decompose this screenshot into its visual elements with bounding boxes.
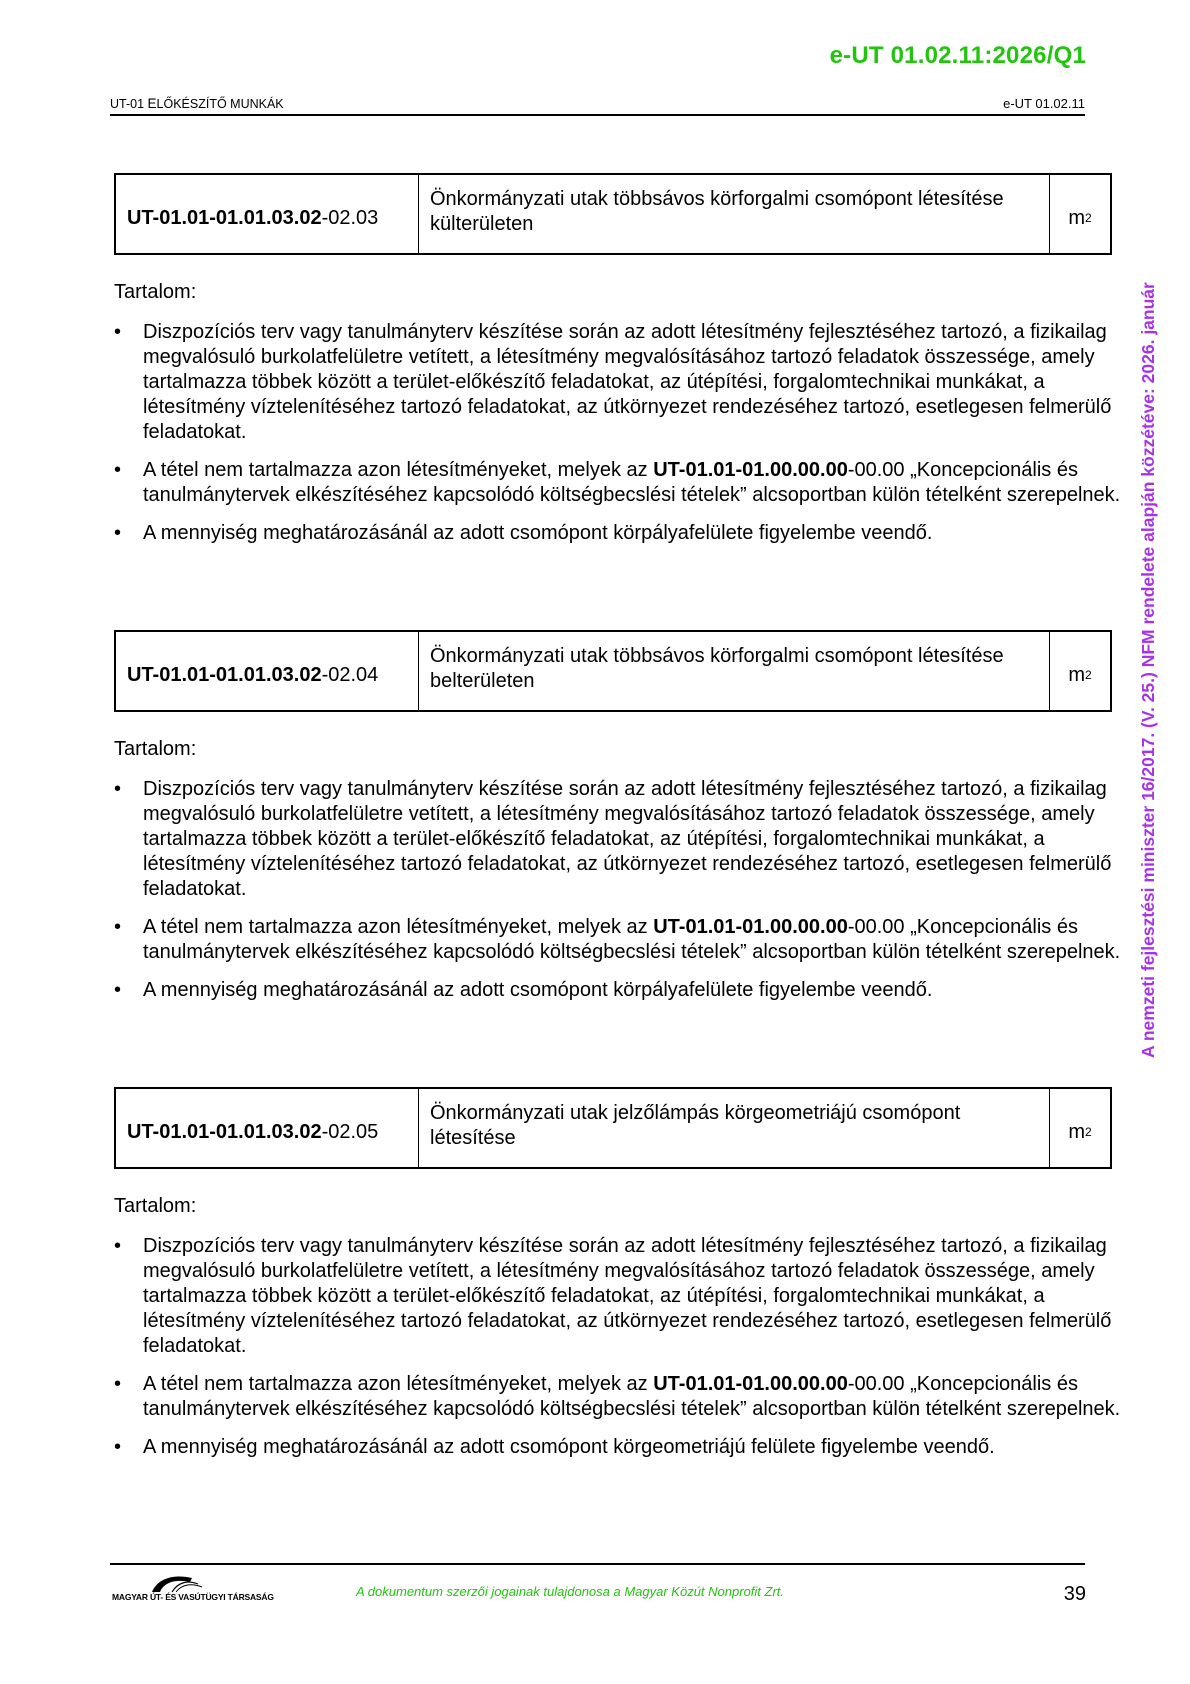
footer-divider xyxy=(110,1563,1085,1565)
item-header-table xyxy=(114,630,1112,712)
header-doc-code: e-UT 01.02.11 xyxy=(1003,96,1085,111)
content-label: Tartalom: xyxy=(114,1195,197,1217)
content-label: Tartalom: xyxy=(114,738,197,760)
unit-base: m xyxy=(1068,1120,1085,1143)
society-logo xyxy=(112,1572,274,1616)
bullet-text: „Koncepcionális és tanulmánytervek elkészítéséhez kapcsolódó költségbecslési tételek” alcsoportban külön tételként szerepelnek. xyxy=(143,916,1121,963)
bullet-text: „Koncepcionális és tanulmánytervek elkészítéséhez kapcsolódó költségbecslési tételek” alcsoportban külön tételként szerepelnek. xyxy=(143,459,1121,506)
chapter-prefix: UT-01 xyxy=(110,97,148,111)
item-description: Önkormányzati utak jelzőlámpás körgeometriájú csomópont létesítése xyxy=(419,1089,1050,1167)
item-block xyxy=(114,1087,1121,1473)
referenced-code-bold: UT-01.01-01.00.00.00 xyxy=(653,459,848,481)
item-code-suffix: -02.03 xyxy=(321,206,379,229)
referenced-code-bold: UT-01.01-01.00.00.00 xyxy=(653,916,848,938)
item-block xyxy=(114,630,1121,1016)
list-item: • A mennyiség meghatározásánál az adott csomópont körpályafelülete figyelembe veendő. xyxy=(114,521,1123,546)
item-header-table xyxy=(114,1087,1112,1169)
bullet-text: „Koncepcionális és tanulmánytervek elkészítéséhez kapcsolódó költségbecslési tételek” alcsoportban külön tételként szerepelnek. xyxy=(143,1373,1121,1420)
road-arc-logo-icon xyxy=(112,1572,262,1594)
page-number: 39 xyxy=(1063,1583,1086,1605)
item-code-bold: UT-01.01-01.01.03.02 xyxy=(127,1120,322,1143)
unit-base: m xyxy=(1068,206,1085,229)
list-item: • Diszpozíciós terv vagy tanulmányterv készítése során az adott létesítmény fejlesztéséhez tartozó, a fizikailag megvalósuló burkolatfelületre vetített, a létesítmény megvalósításához tartozó feladatok összessége, amely tartalmazza többek között a terület-előkészítő feladatokat, az útépítési, forgalomtechnikai munkákat, a létesítmény víztelenítéséhez tartozó feladatokat, az útkörnyezet rendezéséhez tartozó, esetlegesen felmerülő feladatokat. xyxy=(114,1234,1123,1359)
unit-exponent: 2 xyxy=(1084,211,1092,225)
chapter-title xyxy=(110,96,284,111)
item-description: Önkormányzati utak többsávos körforgalmi csomópont létesítése belterületen xyxy=(419,632,1050,710)
unit-base: m xyxy=(1068,663,1085,686)
copyright-notice: A dokumentum szerzői jogainak tulajdonosa a Magyar Közút Nonprofit Zrt. xyxy=(356,1584,785,1599)
referenced-code-suffix: -00.00 xyxy=(847,916,905,938)
item-description: Önkormányzati utak többsávos körforgalmi csomópont létesítése külterületen xyxy=(419,175,1050,253)
item-code xyxy=(116,632,419,710)
list-item: • A mennyiség meghatározásánál az adott csomópont körgeometriájú felülete figyelembe veendő. xyxy=(114,1435,1123,1460)
list-item xyxy=(114,1372,1123,1422)
content-list xyxy=(114,320,1121,546)
bullet-text: A tétel nem tartalmazza azon létesítményeket, melyek az xyxy=(143,459,654,481)
unit-exponent: 2 xyxy=(1084,1125,1092,1139)
item-block xyxy=(114,173,1121,559)
item-code-bold: UT-01.01-01.01.03.02 xyxy=(127,663,322,686)
list-item: • Diszpozíciós terv vagy tanulmányterv készítése során az adott létesítmény fejlesztéséhez tartozó, a fizikailag megvalósuló burkolatfelületre vetített, a létesítmény megvalósításához tartozó feladatok összessége, amely tartalmazza többek között a terület-előkészítő feladatokat, az útépítési, forgalomtechnikai munkákat, a létesítmény víztelenítéséhez tartozó feladatokat, az útkörnyezet rendezéséhez tartozó, esetlegesen felmerülő feladatokat. xyxy=(114,777,1123,902)
content-list xyxy=(114,777,1121,1003)
referenced-code-suffix: -00.00 xyxy=(847,1373,905,1395)
list-item xyxy=(114,458,1123,508)
document-code: e-UT 01.02.11:2026/Q1 xyxy=(829,42,1086,69)
content-list xyxy=(114,1234,1121,1460)
bullet-text: A tétel nem tartalmazza azon létesítményeket, melyek az xyxy=(143,916,654,938)
item-code xyxy=(116,1089,419,1167)
list-item: • Diszpozíciós terv vagy tanulmányterv készítése során az adott létesítmény fejlesztéséhez tartozó, a fizikailag megvalósuló burkolatfelületre vetített, a létesítmény megvalósításához tartozó feladatok összessége, amely tartalmazza többek között a terület-előkészítő feladatokat, az útépítési, forgalomtechnikai munkákat, a létesítmény víztelenítéséhez tartozó feladatokat, az útkörnyezet rendezéséhez tartozó, esetlegesen felmerülő feladatokat. xyxy=(114,320,1123,445)
side-publication-note: A nemzeti fejlesztési miniszter 16/2017. (V. 25.) NFM rendelete alapján közzétéve: 2026. január xyxy=(1138,282,1158,1058)
item-code-suffix: -02.05 xyxy=(321,1120,379,1143)
item-header-table xyxy=(114,173,1112,255)
logo-text: MAGYAR ÚT- ÉS VASÚTÜGYI TÁRSASÁG xyxy=(112,1592,274,1602)
list-item: • A mennyiség meghatározásánál az adott csomópont körpályafelülete figyelembe veendő. xyxy=(114,978,1123,1003)
item-unit xyxy=(1050,175,1110,253)
item-unit xyxy=(1050,1089,1110,1167)
bullet-text: A tétel nem tartalmazza azon létesítményeket, melyek az xyxy=(143,1373,654,1395)
chapter-initial: E xyxy=(147,96,157,111)
unit-exponent: 2 xyxy=(1084,668,1092,682)
chapter-rest: LŐKÉSZÍTŐ MUNKÁK xyxy=(156,97,284,111)
item-code xyxy=(116,175,419,253)
list-item xyxy=(114,915,1123,965)
referenced-code-suffix: -00.00 xyxy=(847,459,905,481)
item-unit xyxy=(1050,632,1110,710)
running-header xyxy=(110,96,1085,116)
item-code-suffix: -02.04 xyxy=(321,663,379,686)
item-code-bold: UT-01.01-01.01.03.02 xyxy=(127,206,322,229)
referenced-code-bold: UT-01.01-01.00.00.00 xyxy=(653,1373,848,1395)
content-label: Tartalom: xyxy=(114,281,197,303)
